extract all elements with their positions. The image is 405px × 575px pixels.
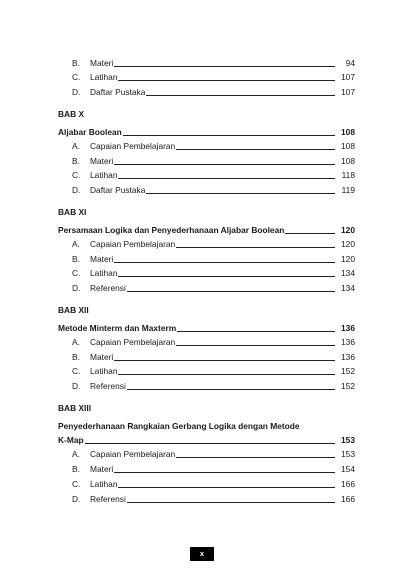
toc-entry[interactable] [0, 138, 405, 154]
dot-leader [90, 80, 335, 81]
entry-letter: A. [72, 141, 80, 151]
entry-title: Daftar Pustaka [90, 182, 146, 198]
toc-entry[interactable] [0, 334, 405, 350]
entry-page: 152 [341, 366, 355, 376]
entry-page: 153 [341, 449, 355, 459]
entry-title: Latihan [90, 69, 118, 85]
entry-letter: D. [72, 494, 81, 504]
entry-letter: D. [72, 283, 81, 293]
toc-entry[interactable] [0, 446, 405, 462]
toc-entry[interactable] [0, 182, 405, 198]
entry-page: 108 [341, 141, 355, 151]
chapter-heading: BAB XI [58, 207, 87, 217]
dot-leader [90, 66, 335, 67]
entry-letter: B. [72, 254, 80, 264]
entry-page: 166 [341, 494, 355, 504]
chapter-title-line1[interactable]: Penyederhanaan Rangkaian Gerbang Logika dengan Metode [58, 421, 300, 431]
entry-letter: B. [72, 464, 80, 474]
chapter-title: Persamaan Logika dan Penyederhanaan Aljabar Boolean [58, 222, 285, 238]
entry-title: Latihan [90, 363, 118, 379]
toc-entry[interactable] [0, 236, 405, 252]
entry-title: Latihan [90, 167, 118, 183]
entry-page: 134 [341, 268, 355, 278]
entry-title: Materi [90, 461, 114, 477]
entry-title: Referensi [90, 378, 127, 394]
dot-leader [90, 374, 335, 375]
entry-title: Materi [90, 153, 114, 169]
entry-letter: C. [72, 170, 81, 180]
entry-title: Materi [90, 55, 114, 71]
entry-letter: C. [72, 72, 81, 82]
entry-letter: B. [72, 352, 80, 362]
entry-letter: A. [72, 337, 80, 347]
entry-title: Materi [90, 349, 114, 365]
toc-entry[interactable] [0, 167, 405, 183]
entry-page: 94 [345, 58, 355, 68]
chapter-page: 136 [341, 323, 355, 333]
entry-title: Latihan [90, 476, 118, 492]
dot-leader [90, 164, 335, 165]
entry-letter: B. [72, 58, 80, 68]
toc-entry[interactable] [0, 491, 405, 507]
entry-page: 119 [341, 185, 355, 195]
toc-entry[interactable] [0, 378, 405, 394]
entry-page: 154 [341, 464, 355, 474]
toc-entry[interactable] [0, 265, 405, 281]
entry-page: 120 [341, 239, 355, 249]
toc-entry[interactable] [0, 461, 405, 477]
dot-leader [90, 276, 335, 277]
entry-page: 108 [341, 156, 355, 166]
entry-letter: D. [72, 185, 81, 195]
toc-entry[interactable] [0, 280, 405, 296]
chapter-page: 108 [341, 127, 355, 137]
chapter-heading: BAB XIII [58, 403, 92, 413]
entry-title: Capaian Pembelajaran [90, 334, 176, 350]
dot-leader [90, 472, 335, 473]
entry-title: Capaian Pembelajaran [90, 446, 176, 462]
entry-page: 152 [341, 381, 355, 391]
entry-title: Latihan [90, 265, 118, 281]
entry-letter: B. [72, 156, 80, 166]
page-number: x [190, 547, 214, 561]
dot-leader [90, 487, 335, 488]
dot-leader [90, 178, 335, 179]
entry-page: 107 [341, 72, 355, 82]
chapter-page: 153 [341, 435, 355, 445]
entry-letter: D. [72, 87, 81, 97]
entry-page: 136 [341, 337, 355, 347]
entry-page: 136 [341, 352, 355, 362]
chapter-heading: BAB X [58, 109, 85, 119]
entry-title: Referensi [90, 280, 127, 296]
chapter-heading: BAB XII [58, 305, 89, 315]
dot-leader [90, 262, 335, 263]
chapter-title-line2: K-Map [58, 432, 85, 448]
toc-entry[interactable] [0, 84, 405, 100]
dot-leader [58, 443, 335, 444]
entry-letter: A. [72, 449, 80, 459]
entry-page: 118 [341, 170, 355, 180]
chapter-title: Aljabar Boolean [58, 124, 123, 140]
entry-letter: C. [72, 268, 81, 278]
entry-letter: D. [72, 381, 81, 391]
entry-title: Capaian Pembelajaran [90, 138, 176, 154]
entry-letter: A. [72, 239, 80, 249]
chapter-page: 120 [341, 225, 355, 235]
entry-page: 120 [341, 254, 355, 264]
dot-leader [90, 360, 335, 361]
entry-title: Daftar Pustaka [90, 84, 146, 100]
entry-letter: C. [72, 479, 81, 489]
entry-title: Referensi [90, 491, 127, 507]
entry-title: Capaian Pembelajaran [90, 236, 176, 252]
toc-entry[interactable] [0, 69, 405, 85]
chapter-title: Metode Minterm dan Maxterm [58, 320, 177, 336]
toc-entry[interactable] [0, 476, 405, 492]
entry-title: Materi [90, 251, 114, 267]
toc-entry[interactable] [0, 363, 405, 379]
entry-page: 166 [341, 479, 355, 489]
entry-letter: C. [72, 366, 81, 376]
entry-page: 134 [341, 283, 355, 293]
entry-page: 107 [341, 87, 355, 97]
